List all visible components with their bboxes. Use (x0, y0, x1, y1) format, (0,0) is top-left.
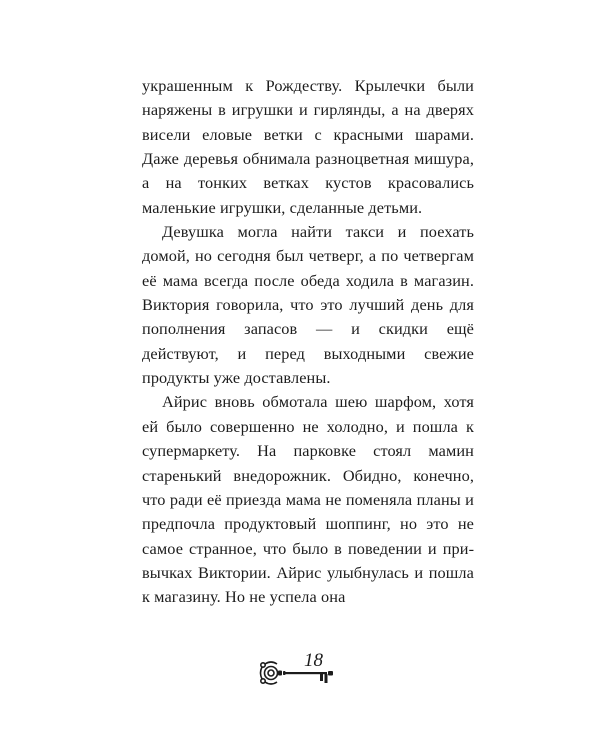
paragraph-2: Девушка могла найти такси и поехать домой, но сегодня был четверг, а по четвергам её мама всегда после обеда ходила в магазин. Виктория говорила, что это лучший день для пополнения запасов — и скидки ещё действуют, и перед выходными свежие продукты уже доставлены. (142, 222, 474, 388)
page-footer (258, 650, 378, 690)
body-text (142, 74, 474, 610)
page-number: 18 (304, 650, 323, 671)
paragraph-1: украшенным к Рождеству. Крылечки были наряжены в игрушки и гирлянды, а на дверях висели еловые ветки с красными шарами. Даже деревья обнимала разноцветная мишура, а на тонких ветках кустов красовались маленькие игрушки, сделанные детьми. (142, 76, 474, 217)
paragraph-3: Айрис вновь обмотала шею шарфом, хотя ей было совершенно не холодно, и пошла к супермаркету. На парковке стоял мамин старенький внедорожник. Обидно, конечно, что ради её приезда мама не поменяла планы и предпочла продуктовый шоппинг, но это не самое странное, что было в поведении и привычках Виктории. Айрис улыбнулась и пошла к магазину. Но не успела она (142, 392, 474, 607)
ornate-key-icon (258, 658, 340, 688)
